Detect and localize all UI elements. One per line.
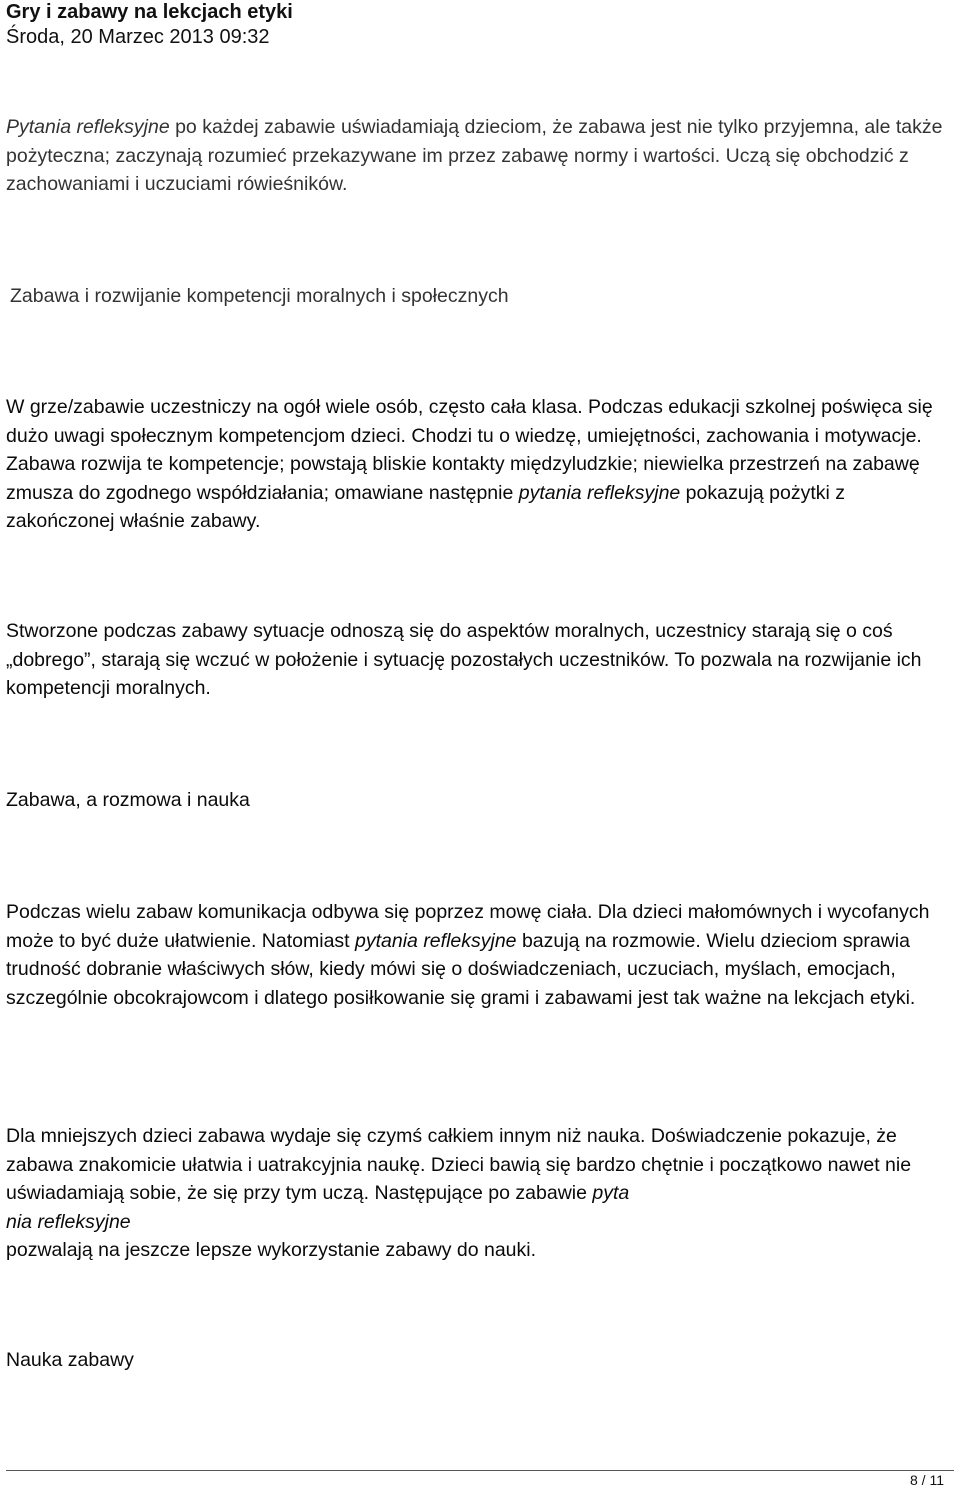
paragraph-moral-aspects bbox=[6, 617, 954, 703]
italic-term: pyta bbox=[592, 1182, 630, 1205]
heading-text: Zabawa i rozwijanie kompetencji moralnych i społecznych bbox=[10, 285, 509, 307]
paragraph-play-and-learning bbox=[6, 1122, 954, 1265]
paragraph-reflective-questions bbox=[6, 113, 954, 199]
document-title: Gry i zabawy na lekcjach etyki bbox=[6, 1, 293, 23]
page-number: 8 / 11 bbox=[910, 1472, 944, 1488]
paragraph-text: Stworzone podczas zabawy sytuacje odnoszą się do aspektów moralnych, uczestnicy starają się o coś „dobrego”, starają się wczuć w położenie i sytuację pozostałych uczestników. To pozwala na rozwijanie ich kompetencji moralnych. bbox=[6, 620, 922, 700]
paragraph-text: bazują na rozmowie. Wielu dzieciom sprawia trudność dobranie właściwych słów, kiedy mówi się o doświadczeniach, uczuciach, myślach, emocjach, szczególnie obcokrajowcom i dlatego posiłkowanie się grami i zabawami jest tak ważne na lekcjach etyki. bbox=[6, 929, 916, 1009]
section-heading-competences bbox=[6, 282, 954, 311]
document-header bbox=[6, 0, 954, 49]
paragraph-text: pozwalają na jeszcze lepsze wykorzystanie zabawy do nauki. bbox=[6, 1239, 537, 1262]
heading-text: Zabawa, a rozmowa i nauka bbox=[6, 789, 250, 811]
paragraph-text: W grze/zabawie uczestniczy na ogół wiele osób, często cała klasa. Podczas edukacji szkolnej poświęca się dużo uwagi społecznym kompetencjom dzieci. Chodzi tu o wiedzę, umiejętności, zachowania i motywacje. Zabawa rozwija te kompetencje; powstają bliskie kontakty międzyludzkie; niewielka przestrzeń na zabawę zmusza do zgodnego współdziałania; omawiane następnie bbox=[6, 396, 933, 504]
italic-term: pytania refleksyjne bbox=[518, 481, 681, 504]
paragraph-text: po każdej zabawie uświadamiają dzieciom, że zabawa jest nie tylko przyjemna, ale także pożyteczna; zaczynają rozumieć przekazywane im przez zabawę normy i wartości. Uczą się obchodzić z zachowaniami i uczuciami rówieśników. bbox=[6, 116, 943, 196]
paragraph-text: pokazują pożytki z zakończonej właśnie zabawy. bbox=[6, 481, 846, 533]
paragraph-communication bbox=[6, 898, 954, 1012]
paragraph-text: Dla mniejszych dzieci zabawa wydaje się czymś całkiem innym niż nauka. Doświadczenie pokazuje, że zabawa znakomicie ułatwia i uatrakcyjnia naukę. Dzieci bawią się bardzo chętnie i początkowo nawet nie uświadamiają sobie, że się przy tym uczą. Następujące po zabawie bbox=[6, 1125, 912, 1205]
footer-divider bbox=[6, 1470, 954, 1471]
section-heading-learning-games bbox=[6, 1346, 954, 1375]
paragraph-text: Podczas wielu zabaw komunikacja odbywa się poprzez mowę ciała. Dla dzieci małomównych i wycofanych może to być duże ułatwienie. Natomiast bbox=[6, 901, 930, 952]
section-heading-conversation bbox=[6, 786, 954, 815]
paragraph-social-competences bbox=[6, 393, 954, 536]
heading-text: Nauka zabawy bbox=[6, 1349, 134, 1371]
italic-term: Pytania refleksyjne bbox=[6, 116, 170, 138]
italic-term: nia refleksyjne bbox=[6, 1210, 131, 1233]
document-date: Środa, 20 Marzec 2013 09:32 bbox=[6, 26, 270, 48]
italic-term: pytania refleksyjne bbox=[355, 929, 517, 952]
